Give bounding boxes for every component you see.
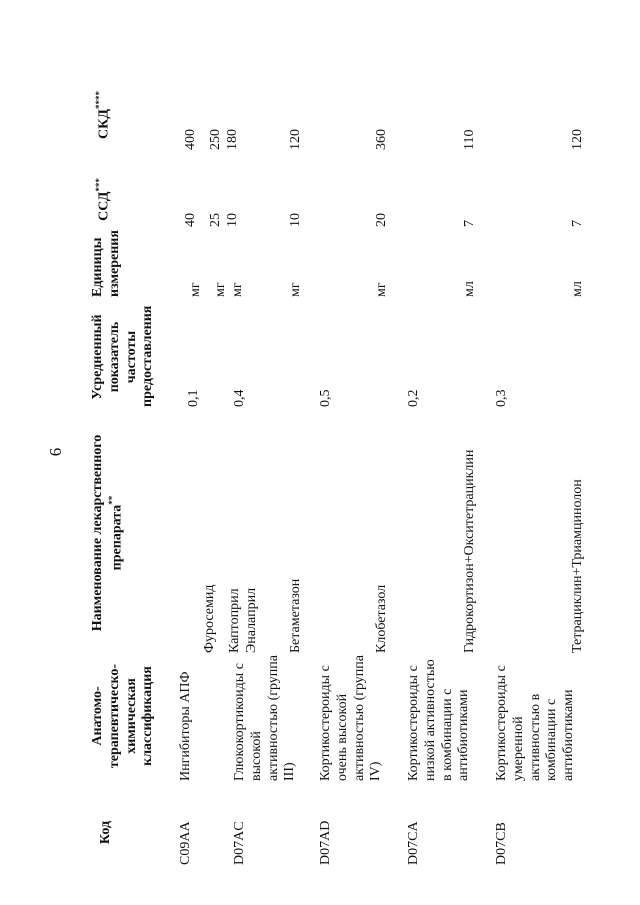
row-skd — [462, 90, 479, 150]
row-skd — [374, 90, 391, 150]
drug-name: Тетрациклин+Триамцинолон — [570, 479, 585, 653]
header-ssd-mark: *** — [94, 178, 104, 192]
row-classification: Глюкокортикоиды с высокой активностью (группа III) — [232, 655, 298, 781]
row-skd — [288, 90, 305, 150]
header-drug-mark: ** — [106, 495, 117, 505]
header-code: Код — [98, 820, 113, 845]
row-units — [462, 245, 479, 297]
skd-value: 250 — [207, 129, 223, 150]
unit-value: мг — [212, 282, 228, 297]
drug-table — [90, 75, 620, 865]
row-drugs — [202, 413, 260, 653]
row-drugs — [570, 413, 587, 653]
skd-value: 400 — [183, 129, 198, 150]
row-ssd — [570, 177, 587, 227]
row-code: D07AD — [318, 820, 333, 865]
header-ssd — [94, 172, 113, 227]
row-units — [188, 245, 246, 297]
ssd-value: 10 — [288, 213, 303, 227]
row-skd — [183, 90, 241, 150]
row-classification: Кортикостероиды с низкой активностью в комбинации с антибиотиками — [406, 659, 472, 781]
row-code: D07AC — [232, 821, 247, 865]
row-units — [374, 245, 391, 297]
drug-name: Клобетазол — [374, 584, 389, 653]
skd-value: 120 — [288, 129, 303, 150]
row-code: C09AA — [178, 821, 193, 865]
unit-value: мл — [570, 281, 585, 297]
row-frequency: 0,4 — [232, 389, 247, 407]
header-ssd-text: ССД — [96, 191, 112, 221]
ssd-value: 10 — [224, 213, 240, 227]
ssd-value: 7 — [570, 220, 585, 227]
row-code: D07CA — [406, 821, 421, 865]
header-skd — [94, 80, 113, 150]
skd-value: 360 — [374, 129, 389, 150]
unit-value: мг — [288, 282, 303, 297]
skd-value: 120 — [570, 129, 585, 150]
row-frequency: 0,3 — [494, 389, 509, 407]
ssd-value: 7 — [462, 220, 477, 227]
header-drug — [90, 413, 126, 653]
row-code: D07CB — [494, 822, 509, 865]
row-drugs — [462, 413, 479, 653]
row-drugs — [374, 413, 391, 653]
drug-name: Каптоприл — [226, 588, 242, 653]
header-skd-text: СКД — [96, 109, 112, 139]
row-classification: Кортикостероиды с умеренной активностью в комбинации с антибиотиками — [494, 665, 577, 781]
page-number: 6 — [46, 447, 65, 457]
row-units — [288, 245, 305, 297]
row-frequency: 0,1 — [186, 389, 201, 407]
header-skd-mark: **** — [94, 91, 104, 110]
header-unit: Единицы измерения — [90, 230, 122, 297]
header-classification: Анатомо-терапевтическо-химическая классификация — [90, 663, 156, 769]
drug-name: Эналаприл — [243, 587, 259, 653]
row-skd — [570, 90, 587, 150]
unit-value: мг — [188, 282, 203, 297]
row-ssd — [374, 177, 391, 227]
skd-value: 110 — [462, 129, 477, 150]
unit-value: мг — [229, 282, 245, 297]
row-drugs — [288, 413, 305, 653]
row-classification: Ингибиторы АПФ — [178, 671, 193, 781]
header-drug-text: Наименование лекарственного препарата — [90, 434, 125, 632]
row-classification: Кортикостероиды с очень высокой активностью (группа IV) — [318, 655, 384, 781]
row-ssd — [462, 177, 479, 227]
row-units — [570, 245, 587, 297]
row-ssd — [288, 177, 305, 227]
drug-name: Фуросемид — [202, 584, 217, 653]
ssd-value: 40 — [183, 213, 198, 227]
row-frequency: 0,5 — [318, 389, 333, 407]
row-ssd — [183, 177, 241, 227]
row-frequency: 0,2 — [406, 389, 421, 407]
unit-value: мг — [374, 282, 389, 297]
drug-name: Бетаметазон — [288, 578, 303, 653]
unit-value: мл — [462, 281, 477, 297]
ssd-value: 25 — [207, 213, 223, 227]
drug-name: Гидрокортизон+Окситетрациклин — [462, 449, 477, 653]
header-frequency: Усредненный показатель частоты предоставления — [90, 305, 156, 407]
ssd-value: 20 — [374, 213, 389, 227]
skd-value: 180 — [224, 129, 240, 150]
